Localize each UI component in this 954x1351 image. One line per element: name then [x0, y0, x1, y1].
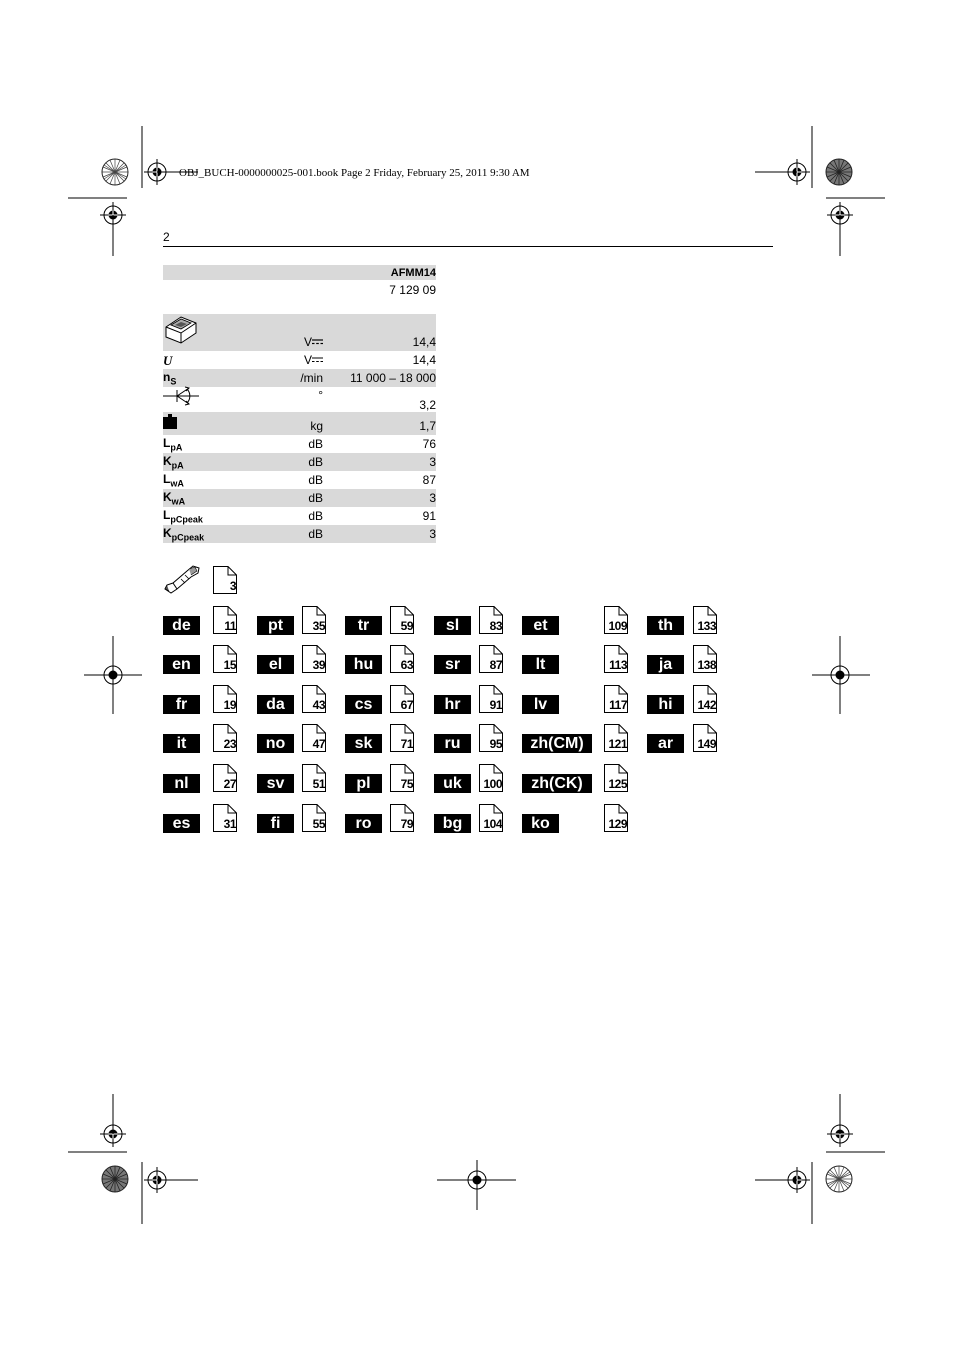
page-reference-icon: [479, 685, 503, 713]
spec-value: 3,2: [419, 398, 436, 412]
article-number: 7 129 09: [389, 283, 436, 297]
spec-row: [163, 453, 436, 471]
language-badge[interactable]: en: [163, 655, 200, 674]
language-badge[interactable]: zh(CK): [522, 774, 592, 793]
page-reference-icon: [302, 606, 326, 634]
page-reference-icon: [693, 606, 717, 634]
language-page: 109: [608, 619, 627, 633]
language-page: 133: [697, 619, 716, 633]
spec-value: 14,4: [412, 353, 436, 367]
language-page: 113: [609, 658, 627, 672]
language-page: 79: [400, 817, 413, 831]
spec-symbol-kpa: $K_{pA}$: [163, 453, 184, 470]
spec-value: 3: [429, 491, 436, 505]
language-page: 129: [608, 817, 627, 831]
spec-symbol-ns: $n_S$: [163, 369, 177, 386]
spec-row: [163, 489, 436, 507]
page-reference-icon: [302, 685, 326, 713]
language-badge[interactable]: de: [163, 616, 200, 635]
tool-page-number: 3: [229, 579, 236, 593]
language-index: [163, 560, 763, 850]
spec-model-row: [163, 265, 436, 280]
language-badge[interactable]: no: [257, 734, 294, 753]
battery-icon: [163, 313, 199, 349]
language-badge[interactable]: pt: [257, 616, 294, 635]
language-page: 55: [312, 817, 325, 831]
language-badge[interactable]: tr: [345, 616, 382, 635]
page-reference-icon: [390, 724, 414, 752]
spec-symbol-kwa: $K_{wA}$: [163, 489, 186, 506]
spec-row: [163, 471, 436, 489]
print-header: OBJ_BUCH-0000000025-001.book Page 2 Friday, February 25, 2011 9:30 AM: [179, 167, 530, 179]
language-badge[interactable]: da: [257, 695, 294, 714]
language-badge[interactable]: ko: [522, 814, 559, 833]
spec-table: [163, 265, 436, 543]
language-badge[interactable]: zh(CM): [522, 734, 592, 753]
page-reference-icon: [213, 606, 237, 634]
page-reference-icon: [213, 724, 237, 752]
language-badge[interactable]: es: [163, 814, 200, 833]
spec-symbol: U: [163, 353, 173, 368]
weight-icon: [163, 414, 177, 432]
spec-unit: dB: [308, 509, 323, 523]
language-badge[interactable]: sk: [345, 734, 382, 753]
language-page: 75: [400, 777, 413, 791]
spec-row: [163, 314, 436, 351]
page-reference-icon: [213, 804, 237, 832]
page-reference-icon: [479, 606, 503, 634]
spec-row: [163, 369, 436, 387]
language-page: 63: [400, 658, 413, 672]
oscillation-angle-icon: [163, 386, 199, 409]
dc-symbol-icon: [312, 339, 323, 345]
language-badge[interactable]: ja: [647, 655, 684, 674]
spec-value: 14,4: [412, 335, 436, 349]
page-reference-icon: [213, 764, 237, 792]
language-badge[interactable]: th: [647, 616, 684, 635]
page-reference-icon: [302, 764, 326, 792]
page-reference-icon: [213, 685, 237, 713]
language-badge[interactable]: el: [257, 655, 294, 674]
language-page: 23: [223, 737, 236, 751]
language-page: 59: [400, 619, 413, 633]
spec-symbol-lwa: $L_{wA}$: [163, 471, 184, 488]
language-page: 95: [489, 737, 502, 751]
spec-value: 1,7: [419, 419, 436, 433]
language-page: 67: [400, 698, 413, 712]
spec-unit: /min: [300, 371, 323, 385]
page-reference-icon: [693, 685, 717, 713]
language-badge[interactable]: pl: [345, 774, 382, 793]
language-page: 35: [312, 619, 325, 633]
language-page: 31: [223, 817, 236, 831]
language-page: 27: [223, 777, 236, 791]
language-badge[interactable]: ro: [345, 814, 382, 833]
page-number: 2: [163, 230, 170, 244]
spec-unit: dB: [308, 473, 323, 487]
language-badge[interactable]: ru: [434, 734, 471, 753]
language-page: 117: [609, 698, 627, 712]
language-badge[interactable]: hu: [345, 655, 382, 674]
spec-article-row: [163, 280, 436, 299]
page-reference-icon: [213, 645, 237, 673]
spec-spacer: [163, 299, 436, 315]
page-reference-icon: [604, 645, 628, 673]
language-badge[interactable]: fi: [257, 814, 294, 833]
language-badge[interactable]: hr: [434, 695, 471, 714]
page-reference-icon: [693, 724, 717, 752]
language-badge[interactable]: cs: [345, 695, 382, 714]
language-badge[interactable]: uk: [434, 774, 471, 793]
language-page: 71: [400, 737, 413, 751]
page-reference-icon: [390, 685, 414, 713]
spec-symbol-lpcpeak: $L_{pCpeak}$: [163, 507, 203, 524]
language-badge[interactable]: et: [522, 616, 559, 635]
spec-value: 87: [422, 473, 436, 487]
dc-symbol-icon: [312, 357, 323, 363]
page-reference-icon: [693, 645, 717, 673]
page-reference-icon: [390, 764, 414, 792]
language-badge[interactable]: bg: [434, 814, 471, 833]
language-page: 149: [697, 737, 716, 751]
page-reference-icon: [479, 804, 503, 832]
page-reference-icon: [479, 645, 503, 673]
page-reference-icon: [479, 724, 503, 752]
spec-symbol-lpa: $L_{pA}$: [163, 435, 183, 452]
page-reference-icon: [390, 804, 414, 832]
language-page: 47: [312, 737, 325, 751]
spec-row: [163, 412, 436, 435]
spec-unit: dB: [308, 455, 323, 469]
spec-unit: kg: [310, 419, 323, 433]
language-page: 11: [224, 619, 236, 633]
spec-row: [163, 387, 436, 412]
spec-row: [163, 507, 436, 525]
language-page: 19: [223, 698, 236, 712]
spec-row: [163, 435, 436, 453]
language-badge[interactable]: sv: [257, 774, 294, 793]
language-badge[interactable]: sr: [434, 655, 471, 674]
language-badge[interactable]: sl: [434, 616, 471, 635]
spec-row: [163, 351, 436, 369]
language-page: 15: [223, 658, 236, 672]
page-reference-icon: [390, 645, 414, 673]
language-page: 87: [489, 658, 502, 672]
spec-value: 3: [429, 527, 436, 541]
page-reference-icon: [390, 606, 414, 634]
language-page: 51: [312, 777, 325, 791]
spec-unit: V: [303, 335, 312, 349]
language-page: 39: [312, 658, 325, 672]
page-reference-icon: [604, 685, 628, 713]
page-reference-icon: [302, 645, 326, 673]
language-page: 104: [483, 817, 502, 831]
page-reference-icon: [604, 724, 628, 752]
spec-unit: dB: [308, 527, 323, 541]
language-page: 100: [483, 777, 502, 791]
language-page: 125: [608, 777, 627, 791]
page-reference-icon: [302, 804, 326, 832]
spec-value: 91: [422, 509, 436, 523]
spec-value: 11 000 – 18 000: [350, 371, 436, 385]
page-reference-icon: [604, 764, 628, 792]
spec-row: [163, 525, 436, 543]
language-badge[interactable]: it: [163, 734, 200, 753]
language-badge[interactable]: ar: [647, 734, 684, 753]
spec-value: 76: [422, 437, 436, 451]
spec-unit: dB: [308, 491, 323, 505]
language-page: 43: [312, 698, 325, 712]
page-reference-icon: [302, 724, 326, 752]
page-reference-icon: [604, 804, 628, 832]
language-badge[interactable]: lt: [522, 655, 559, 674]
language-page: 142: [697, 698, 716, 712]
language-badge[interactable]: fr: [163, 695, 200, 714]
spec-unit: °: [318, 388, 323, 402]
language-page: 83: [489, 619, 502, 633]
header-rule: [163, 246, 773, 247]
spec-value: 3: [429, 455, 436, 469]
spec-unit: V: [303, 353, 312, 367]
language-badge[interactable]: hi: [647, 695, 684, 714]
language-page: 138: [697, 658, 716, 672]
language-badge[interactable]: lv: [522, 695, 559, 714]
language-badge[interactable]: nl: [163, 774, 200, 793]
spec-unit: dB: [308, 437, 323, 451]
page-reference-icon: [604, 606, 628, 634]
language-page: 91: [489, 698, 502, 712]
model-name: AFMM14: [390, 267, 436, 279]
page-reference-icon: [479, 764, 503, 792]
language-page: 121: [608, 737, 627, 751]
spec-symbol-kpcpeak: $K_{pCpeak}$: [163, 525, 205, 542]
